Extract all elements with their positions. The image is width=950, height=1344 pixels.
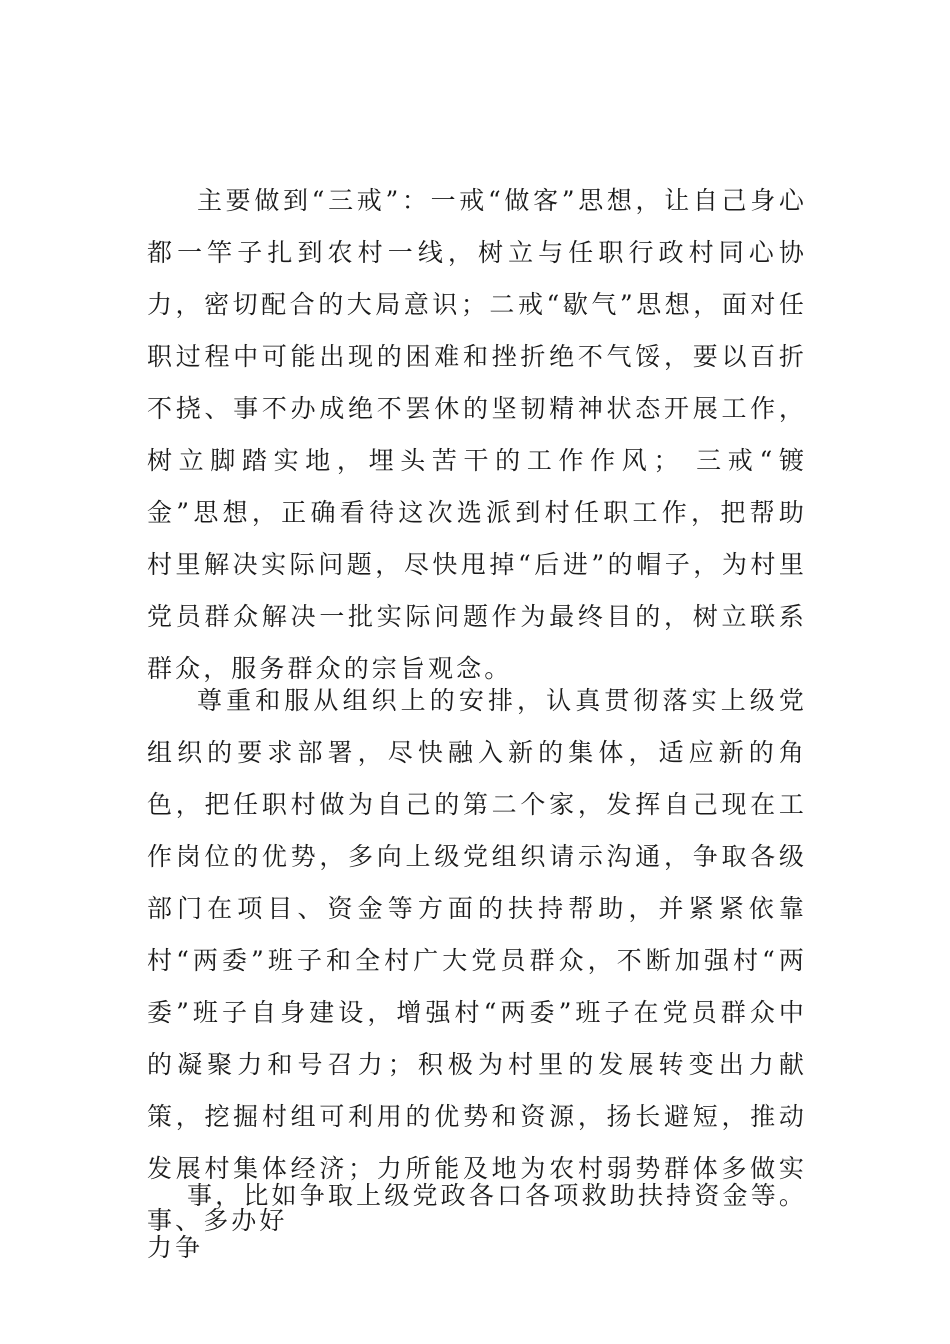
paragraph-respect-organization [147, 675, 807, 1247]
paragraph-text: 事，比如争取上级党政各口各项救助扶持资金等。力争 [147, 1181, 807, 1262]
paragraph-continuation [147, 1170, 807, 1274]
paragraph-text: 尊重和服从组织上的安排，认真贯彻落实上级党组织的要求部署，尽快融入新的集体，适应新的角色，把任职村做为自己的第二个家，发挥自己现在工作岗位的优势，多向上级党组织请示沟通，争取各级部门在项目、资金等方面的扶持帮助，并紧紧依靠村“两委”班子和全村广大党员群众，不断加强村“两委”班子自身建设，增强村“两委”班子在党员群众中的凝聚力和号召力；积极为村里的发展转变出力献策，挖掘村组可利用的优势和资源，扬长避短，推动发展村集体经济；力所能及地为农村弱势群体多做实事、多办好 [147, 686, 807, 1235]
paragraph-text: 主要做到“三戒”：一戒“做客”思想，让自己身心都一竿子扎到农村一线，树立与任职行政村同心协力，密切配合的大局意识；二戒“歇气”思想，面对任职过程中可能出现的困难和挫折绝不气馁，要以百折不挠、事不办成绝不罢休的坚韧精神状态开展工作，树立脚踏实地，埋头苦干的工作作风； 三戒“镀金”思想，正确看待这次选派到村任职工作，把帮助村里解决实际问题，尽快甩掉“后进”的帽子，为村里党员群众解决一批实际问题作为最终目的，树立联系群众，服务群众的宗旨观念。 [147, 186, 807, 683]
paragraph-three-precepts [147, 175, 807, 695]
